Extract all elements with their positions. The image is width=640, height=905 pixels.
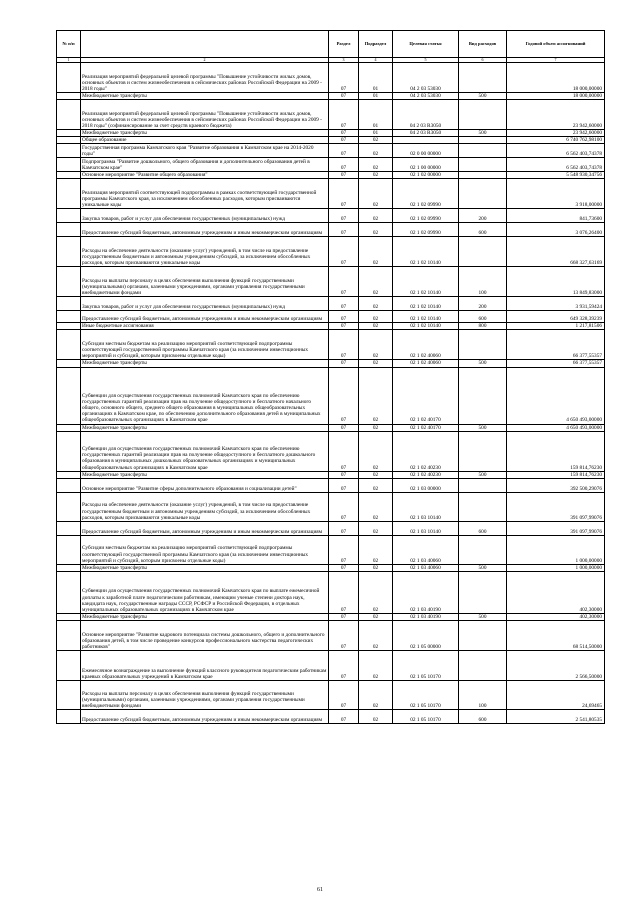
table-row: [57, 100, 605, 130]
cell-section: 07: [329, 680, 359, 709]
cell-name: Субвенции для осуществления государственных полномочий Камчатского края по обеспечению государственных гарантий реализации прав на получение общедоступного и бесплатного начального общего, основного общего, среднего общего образования в муниципальных общеобразовательных организациях в Камчатском крае, по обеспечению дополнительного образования детей в муниципальных общеобразовательных организациях в Камчатском крае: [81, 367, 329, 424]
cell-target: 02 1 03 10140: [393, 492, 459, 521]
cell-name: Закупка товаров, работ и услуг для обеспечения государственных (муниципальных) нужд: [81, 209, 329, 223]
table-row: [57, 709, 605, 723]
cell-name: Подпрограмма "Развитие дошкольного, общего образования и дополнительного образования детей в Камчатском крае": [81, 158, 329, 172]
cell-amount: 6 562 403,74378: [507, 158, 605, 172]
cell-subsection: 02: [359, 521, 393, 535]
cell-subsection: 02: [359, 144, 393, 158]
cell-target: 02 1 05 10170: [393, 680, 459, 709]
table-row: [57, 571, 605, 613]
cell-subsection: 02: [359, 179, 393, 209]
cell-amount: 23 942,60000: [507, 100, 605, 130]
cell-expense-type: 600: [459, 521, 507, 535]
cell-subsection: 02: [359, 709, 393, 723]
cell-section: 07: [329, 63, 359, 93]
cell-subsection: 02: [359, 330, 393, 360]
cell-section: 07: [329, 223, 359, 237]
cell-subsection: 02: [359, 650, 393, 680]
cell-subsection: 02: [359, 158, 393, 172]
cell-amount: 402,30000: [507, 613, 605, 620]
cell-expense-type: 500: [459, 130, 507, 137]
table-row: [57, 330, 605, 360]
cell-expense-type: [459, 431, 507, 471]
cell-num: [57, 471, 81, 478]
table-row: [57, 620, 605, 650]
cell-amount: 24,69465: [507, 680, 605, 709]
cell-target: 04 2 03 53030: [393, 93, 459, 100]
cell-subsection: 02: [359, 267, 393, 297]
table-row: [57, 130, 605, 137]
cell-section: 07: [329, 137, 359, 144]
cell-name: Межбюджетные трансферты: [81, 130, 329, 137]
table-row: [57, 478, 605, 492]
cell-target: 02 1 02 40230: [393, 431, 459, 471]
cell-section: 07: [329, 650, 359, 680]
table-row: [57, 179, 605, 209]
cell-name: Межбюджетные трансферты: [81, 93, 329, 100]
cell-section: 07: [329, 130, 359, 137]
column-number: 1: [57, 58, 81, 63]
cell-subsection: 02: [359, 237, 393, 267]
cell-subsection: 02: [359, 535, 393, 564]
cell-num: [57, 100, 81, 130]
cell-name: Иные бюджетные ассигнования: [81, 323, 329, 330]
cell-amount: 841,73600: [507, 209, 605, 223]
budget-document: [56, 30, 604, 724]
cell-num: [57, 709, 81, 723]
header-name: [81, 31, 329, 58]
cell-name: Основное мероприятие "Развитие сферы дополнительного образования и социализации детей": [81, 478, 329, 492]
cell-subsection: 02: [359, 620, 393, 650]
cell-amount: 391 097,99076: [507, 521, 605, 535]
table-row: [57, 323, 605, 330]
cell-amount: 1 000,00000: [507, 535, 605, 564]
cell-subsection: 02: [359, 137, 393, 144]
cell-expense-type: [459, 650, 507, 680]
column-number: 5: [393, 58, 459, 63]
cell-section: 07: [329, 360, 359, 367]
cell-expense-type: [459, 137, 507, 144]
cell-subsection: 02: [359, 297, 393, 311]
cell-section: 07: [329, 158, 359, 172]
cell-subsection: 02: [359, 360, 393, 367]
cell-num: [57, 267, 81, 297]
cell-subsection: 02: [359, 424, 393, 431]
cell-target: 02 1 03 00000: [393, 478, 459, 492]
cell-target: 02 1 03 40190: [393, 571, 459, 613]
cell-section: 07: [329, 613, 359, 620]
table-row: [57, 650, 605, 680]
cell-subsection: 01: [359, 63, 393, 93]
cell-section: 07: [329, 709, 359, 723]
cell-num: [57, 130, 81, 137]
cell-subsection: 02: [359, 571, 393, 613]
cell-section: 07: [329, 424, 359, 431]
cell-num: [57, 330, 81, 360]
table-row: [57, 521, 605, 535]
cell-section: 07: [329, 323, 359, 330]
cell-section: 07: [329, 478, 359, 492]
cell-num: [57, 209, 81, 223]
cell-subsection: 02: [359, 209, 393, 223]
cell-expense-type: 600: [459, 223, 507, 237]
table-row: [57, 172, 605, 179]
cell-target: 02 1 02 09990: [393, 209, 459, 223]
cell-section: 07: [329, 492, 359, 521]
cell-amount: 3 931,59424: [507, 297, 605, 311]
table-row: [57, 209, 605, 223]
table-row: [57, 267, 605, 297]
cell-expense-type: 800: [459, 323, 507, 330]
cell-expense-type: 200: [459, 297, 507, 311]
cell-subsection: 02: [359, 367, 393, 424]
cell-target: 02 1 02 09990: [393, 223, 459, 237]
table-row: [57, 535, 605, 564]
cell-name: Предоставление субсидий бюджетным, автономным учреждениям и иным некоммерческим организациям: [81, 223, 329, 237]
cell-amount: 159 814,76230: [507, 471, 605, 478]
column-number: 6: [459, 58, 507, 63]
cell-num: [57, 571, 81, 613]
cell-num: [57, 297, 81, 311]
cell-expense-type: 500: [459, 424, 507, 431]
cell-expense-type: [459, 367, 507, 424]
cell-section: 07: [329, 172, 359, 179]
cell-expense-type: [459, 330, 507, 360]
table-row: [57, 492, 605, 521]
cell-section: 07: [329, 521, 359, 535]
cell-subsection: 02: [359, 471, 393, 478]
table-row: [57, 297, 605, 311]
cell-section: 07: [329, 431, 359, 471]
cell-section: 07: [329, 571, 359, 613]
cell-target: 02 1 05 10170: [393, 709, 459, 723]
cell-expense-type: [459, 172, 507, 179]
cell-subsection: 02: [359, 311, 393, 323]
table-row: [57, 311, 605, 323]
table-row: [57, 223, 605, 237]
cell-target: 02 1 02 10140: [393, 311, 459, 323]
cell-amount: 6 562 403,74378: [507, 144, 605, 158]
cell-section: 07: [329, 267, 359, 297]
cell-expense-type: [459, 63, 507, 93]
cell-subsection: 02: [359, 431, 393, 471]
cell-target: 04 2 03 R3050: [393, 100, 459, 130]
cell-expense-type: [459, 144, 507, 158]
cell-target: 02 1 02 10140: [393, 267, 459, 297]
cell-num: [57, 564, 81, 571]
table-row: [57, 471, 605, 478]
cell-amount: 18 000,00000: [507, 93, 605, 100]
cell-subsection: 02: [359, 492, 393, 521]
table-row: [57, 360, 605, 367]
cell-amount: 3 918,00000: [507, 179, 605, 209]
cell-section: 07: [329, 209, 359, 223]
cell-name: Реализация мероприятий федеральной целевой программы "Повышение устойчивости жилых домов, основных объектов и систем жизнеобеспечения в сейсмических районах Российской Федерации на 2009 - 2018 годы" (софинансирование за счет средств краевого бюджета): [81, 100, 329, 130]
cell-amount: 391 097,99076: [507, 492, 605, 521]
header-section: Раздел: [329, 31, 359, 58]
cell-name: Расходы на обеспечение деятельности (оказание услуг) учреждений, в том числе на предоставление государственным бюджетным и автономным учреждениям субсидий, за исключением обособленных расходов, которым присваиваются уникальные коды: [81, 237, 329, 267]
table-row: [57, 237, 605, 267]
cell-subsection: 02: [359, 564, 393, 571]
cell-name: Расходы на обеспечение деятельности (оказание услуг) учреждений, в том числе на предоставление государственным бюджетным и автономным учреждениям субсидий, за исключением обособленных расходов, которым присваиваются уникальные коды: [81, 492, 329, 521]
cell-num: [57, 311, 81, 323]
cell-amount: 2 541,80535: [507, 709, 605, 723]
cell-target: 02 1 02 40230: [393, 471, 459, 478]
cell-expense-type: 500: [459, 93, 507, 100]
cell-expense-type: 100: [459, 267, 507, 297]
header-target: Целевая статья: [393, 31, 459, 58]
cell-num: [57, 521, 81, 535]
page-number: 61: [317, 887, 323, 893]
cell-section: 07: [329, 367, 359, 424]
cell-expense-type: [459, 100, 507, 130]
cell-subsection: 01: [359, 130, 393, 137]
cell-expense-type: [459, 478, 507, 492]
cell-section: 07: [329, 535, 359, 564]
cell-target: 04 2 03 R3050: [393, 130, 459, 137]
cell-num: [57, 613, 81, 620]
cell-name: Реализация мероприятий федеральной целевой программы "Повышение устойчивости жилых домов, основных объектов и систем жизнеобеспечения в сейсмических районах Российской Федерации на 2009 - 2018 годы": [81, 63, 329, 93]
header-amount: Годовой объем ассигнований: [507, 31, 605, 58]
cell-subsection: 02: [359, 323, 393, 330]
cell-name: Межбюджетные трансферты: [81, 471, 329, 478]
cell-amount: 1 000,00000: [507, 564, 605, 571]
cell-expense-type: [459, 158, 507, 172]
cell-amount: 668 327,63169: [507, 237, 605, 267]
cell-subsection: 02: [359, 478, 393, 492]
header-subsection: Подраздел: [359, 31, 393, 58]
cell-name: Расходы на выплаты персоналу в целях обеспечения выполнения функций государственными (муниципальными) органами, казенными учреждениями, органами управления государственными внебюджетными фондами: [81, 680, 329, 709]
cell-target: 02 1 02 10140: [393, 323, 459, 330]
cell-target: 02 1 03 40060: [393, 535, 459, 564]
header-num: № п/п: [57, 31, 81, 58]
cell-subsection: 02: [359, 680, 393, 709]
cell-expense-type: 100: [459, 680, 507, 709]
cell-expense-type: [459, 179, 507, 209]
cell-amount: 4 650 493,00000: [507, 367, 605, 424]
cell-num: [57, 223, 81, 237]
cell-amount: 3 076,26400: [507, 223, 605, 237]
cell-amount: 1 217,81506: [507, 323, 605, 330]
cell-target: 02 1 05 00000: [393, 620, 459, 650]
cell-section: 07: [329, 297, 359, 311]
cell-name: Межбюджетные трансферты: [81, 424, 329, 431]
cell-subsection: 01: [359, 100, 393, 130]
cell-name: Ежемесячное вознаграждение за выполнение функций классного руководителя педагогическим работникам краевых образовательных учреждений в Камчатском крае: [81, 650, 329, 680]
table-row: [57, 431, 605, 471]
header-expense-type: Вид расходов: [459, 31, 507, 58]
table-row: [57, 93, 605, 100]
cell-amount: 18 000,00000: [507, 63, 605, 93]
cell-name: Предоставление субсидий бюджетным, автономным учреждениям и иным некоммерческим организациям: [81, 709, 329, 723]
cell-amount: 2 566,50000: [507, 650, 605, 680]
column-number: 3: [329, 58, 359, 63]
cell-target: [393, 137, 459, 144]
cell-subsection: 02: [359, 172, 393, 179]
cell-target: 02 1 03 10140: [393, 521, 459, 535]
cell-target: 02 1 02 40060: [393, 330, 459, 360]
table-row: [57, 680, 605, 709]
cell-name: Межбюджетные трансферты: [81, 564, 329, 571]
cell-expense-type: 200: [459, 209, 507, 223]
cell-target: 02 1 03 40190: [393, 613, 459, 620]
cell-subsection: 01: [359, 93, 393, 100]
cell-target: 02 1 05 10170: [393, 650, 459, 680]
cell-num: [57, 93, 81, 100]
cell-target: 02 0 00 00000: [393, 144, 459, 158]
cell-target: 02 1 00 00000: [393, 158, 459, 172]
table-row: [57, 613, 605, 620]
cell-num: [57, 237, 81, 267]
cell-expense-type: [459, 535, 507, 564]
cell-name: Предоставление субсидий бюджетным, автономным учреждениям и иным некоммерческим организациям: [81, 311, 329, 323]
cell-section: 07: [329, 620, 359, 650]
table-row: [57, 63, 605, 93]
cell-amount: 402,30000: [507, 571, 605, 613]
cell-section: 07: [329, 311, 359, 323]
cell-target: 02 1 02 10140: [393, 297, 459, 311]
cell-name: Общее образование: [81, 137, 329, 144]
cell-section: 07: [329, 144, 359, 158]
cell-num: [57, 424, 81, 431]
cell-name: Государственная программа Камчатского края "Развитие образования в Камчатском крае на 2014-2020 годы": [81, 144, 329, 158]
cell-num: [57, 360, 81, 367]
cell-section: 07: [329, 100, 359, 130]
cell-expense-type: [459, 237, 507, 267]
cell-num: [57, 158, 81, 172]
cell-amount: 13 849,83000: [507, 267, 605, 297]
cell-expense-type: 500: [459, 613, 507, 620]
cell-num: [57, 367, 81, 424]
cell-target: 02 1 02 10140: [393, 237, 459, 267]
cell-name: Субсидии местным бюджетам на реализацию мероприятий соответствующей подпрограммы соответствующей государственной программы Камчатского края (за исключением инвестиционных мероприятий и субсидий, которым присвоены отдельные коды): [81, 535, 329, 564]
cell-name: Субвенции для осуществления государственных полномочий Камчатского края по обеспечению государственных гарантий реализации прав на получение общедоступного и бесплатного дошкольного образования в муниципальных дошкольных образовательных организациях и муниципальных общеобразовательных организациях в Камчатском крае: [81, 431, 329, 471]
cell-expense-type: 600: [459, 709, 507, 723]
cell-num: [57, 137, 81, 144]
cell-section: 07: [329, 330, 359, 360]
cell-section: 07: [329, 471, 359, 478]
column-number: 2: [81, 58, 329, 63]
table-row: [57, 564, 605, 571]
cell-target: 02 1 02 09990: [393, 179, 459, 209]
table-row: [57, 367, 605, 424]
cell-num: [57, 431, 81, 471]
table-header-row: [57, 31, 605, 58]
cell-num: [57, 172, 81, 179]
cell-name: Закупка товаров, работ и услуг для обеспечения государственных (муниципальных) нужд: [81, 297, 329, 311]
cell-name: Реализация мероприятий соответствующей подпрограммы в рамках соответствующей государственной программы Камчатского края, за исключением обособленных расходов, которым присваиваются уникальные коды: [81, 179, 329, 209]
cell-name: Субсидии местным бюджетам на реализацию мероприятий соответствующей подпрограммы соответствующей государственной программы Камчатского края (за исключением инвестиционных мероприятий и субсидий, которым присвоены отдельные коды): [81, 330, 329, 360]
cell-target: 02 1 02 40170: [393, 367, 459, 424]
cell-expense-type: [459, 620, 507, 650]
cell-amount: 23 942,60000: [507, 130, 605, 137]
cell-num: [57, 478, 81, 492]
cell-target: 02 1 02 40170: [393, 424, 459, 431]
cell-subsection: 02: [359, 613, 393, 620]
cell-num: [57, 63, 81, 93]
cell-amount: 66 377,55357: [507, 360, 605, 367]
cell-target: 02 1 02 40060: [393, 360, 459, 367]
cell-target: 04 2 03 53030: [393, 63, 459, 93]
cell-name: Межбюджетные трансферты: [81, 360, 329, 367]
cell-num: [57, 650, 81, 680]
cell-name: Межбюджетные трансферты: [81, 613, 329, 620]
cell-name: Предоставление субсидий бюджетным, автономным учреждениям и иным некоммерческим организациям: [81, 521, 329, 535]
table-row: [57, 137, 605, 144]
budget-table: [56, 30, 605, 724]
cell-amount: 68 514,50000: [507, 620, 605, 650]
cell-amount: 5 548 930,34756: [507, 172, 605, 179]
cell-expense-type: 500: [459, 564, 507, 571]
cell-subsection: 02: [359, 223, 393, 237]
cell-num: [57, 144, 81, 158]
cell-expense-type: 500: [459, 471, 507, 478]
cell-target: 02 1 03 40060: [393, 564, 459, 571]
cell-num: [57, 492, 81, 521]
cell-amount: 159 814,76230: [507, 431, 605, 471]
table-row: [57, 158, 605, 172]
cell-section: 07: [329, 93, 359, 100]
cell-name: Основное мероприятие "Развитие общего образования": [81, 172, 329, 179]
cell-section: 07: [329, 237, 359, 267]
cell-num: [57, 680, 81, 709]
cell-num: [57, 323, 81, 330]
cell-expense-type: [459, 492, 507, 521]
cell-name: Расходы на выплаты персоналу в целях обеспечения выполнения функций государственными (муниципальными) органами, казенными учреждениями, органами управления государственными внебюджетными фондами: [81, 267, 329, 297]
column-number: 7: [507, 58, 605, 63]
cell-expense-type: 500: [459, 360, 507, 367]
cell-target: 02 1 02 00000: [393, 172, 459, 179]
cell-expense-type: 600: [459, 311, 507, 323]
cell-num: [57, 179, 81, 209]
cell-name: Основное мероприятие "Развитие кадрового потенциала системы дошкольного, общего и дополнительного образования детей, в том числе проведение конкурсов профессионального мастерства педагогических работников": [81, 620, 329, 650]
cell-num: [57, 620, 81, 650]
table-row: [57, 424, 605, 431]
cell-num: [57, 535, 81, 564]
column-number: 4: [359, 58, 393, 63]
table-body: [57, 63, 605, 724]
cell-amount: 66 377,55357: [507, 330, 605, 360]
cell-amount: 4 650 493,00000: [507, 424, 605, 431]
cell-section: 07: [329, 564, 359, 571]
cell-section: 07: [329, 179, 359, 209]
cell-expense-type: [459, 571, 507, 613]
cell-amount: 392 500,29076: [507, 478, 605, 492]
cell-amount: 649 328,39239: [507, 311, 605, 323]
cell-amount: 6 740 762,98100: [507, 137, 605, 144]
cell-name: Субвенции для осуществления государственных полномочий Камчатского края по выплате ежемесячной доплаты к заработной плате педагогическим работникам, имеющим ученые степени доктора наук, кандидата наук, государственные награды СССР, РСФСР и Российской Федерации, в отдельных муниципальных образовательных организациях в Камчатском крае: [81, 571, 329, 613]
table-row: [57, 144, 605, 158]
